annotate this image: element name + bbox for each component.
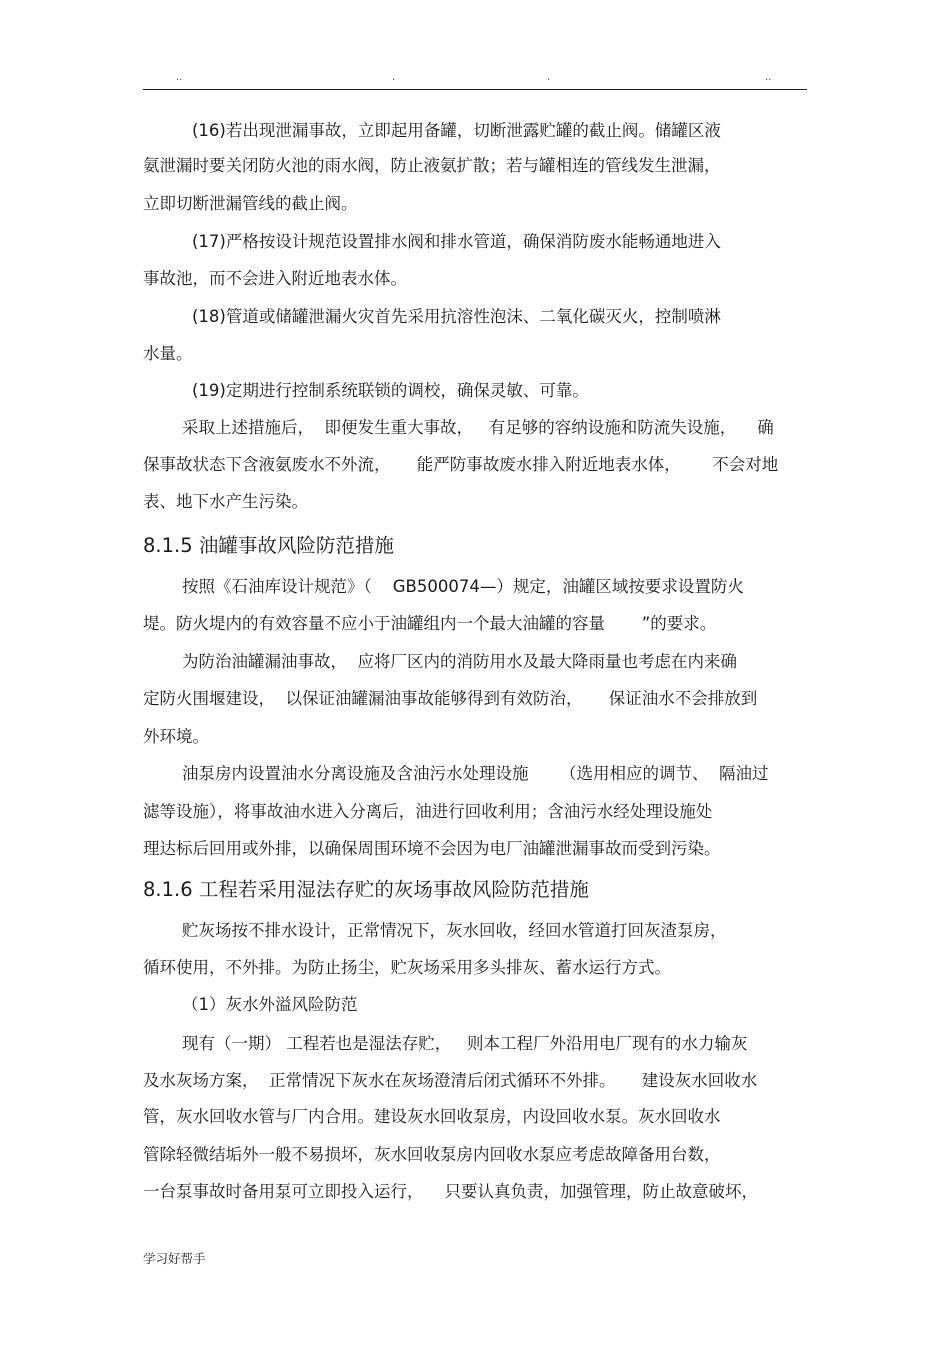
text-line: 一台泵事故时备用泵可立即投入运行， 只要认真负责，加强管理，防止故意破坏， (143, 1182, 758, 1201)
text-line: 油泵房内设置油水分离设施及含油污水处理设施 （选用相应的调节、 隔油过 (182, 764, 769, 783)
text-line: 按照《石油库设计规范》（ GB500074—）规定，油罐区域按要求设置防火 (182, 577, 744, 596)
text-line: (18)管道或储罐泄漏火灾首先采用抗溶性泡沫、二氧化碳灭火，控制喷淋 (192, 307, 721, 326)
text-line: 采取上述措施后， 即便发生重大事故， 有足够的容纳设施和防流失设施， 确 (182, 418, 774, 437)
text-line: 表、地下水产生污染。 (143, 492, 308, 511)
text-line: 水量。 (143, 344, 193, 363)
text-line: 及水灰场方案， 正常情况下灰水在灰场澄清后闭式循环不外排。 建设灰水回收水 (143, 1071, 758, 1090)
text-line: (16)若出现泄漏事故，立即起用备罐，切断泄露贮罐的截止阀。储罐区液 (192, 121, 721, 140)
text-line: 保事故状态下含液氨废水不外流， 能严防事故废水排入附近地表水体， 不会对地 (143, 455, 779, 474)
section-heading: 8.1.6 工程若采用湿法存贮的灰场事故风险防范措施 (143, 878, 589, 901)
text-line: 现有（一期） 工程若也是湿法存贮， 则本工程厂外沿用电厂现有的水力输灰 (182, 1034, 748, 1053)
text-line: 理达标后回用或外排，以确保周围环境不会因为电厂油罐泄漏事故而受到污染。 (143, 839, 721, 858)
text-line: (19)定期进行控制系统联锁的调校，确保灵敏、可靠。 (192, 381, 589, 400)
section-heading: 8.1.5 油罐事故风险防范措施 (143, 534, 394, 557)
text-line: （1）灰水外溢风险防范 (182, 995, 358, 1014)
text-line: 滤等设施），将事故油水进入分离后，油进行回收利用；含油污水经处理设施处 (143, 802, 713, 821)
text-line: 管，灰水回收水管与厂内合用。建设灰水回收泵房，内设回收水泵。灰水回收水 (143, 1107, 721, 1126)
text-line: (17)严格按设计规范设置排水阀和排水管道，确保消防废水能畅通地进入 (192, 232, 721, 251)
header-mark: .. (765, 72, 772, 83)
text-line: 定防火围堰建设， 以保证油罐漏油事故能够得到有效防治， 保证油水不会排放到 (143, 689, 758, 708)
text-line: 贮灰场按不排水设计，正常情况下，灰水回收，经回水管道打回灰渣泵房， (182, 921, 727, 940)
text-line: 事故池，而不会进入附近地表水体。 (143, 269, 407, 288)
header-mark: . (547, 72, 551, 83)
text-line: 管除轻微结垢外一般不易损坏，灰水回收泵房内回收水泵应考虑故障备用台数， (143, 1145, 721, 1164)
header-mark: . (392, 72, 396, 83)
text-line: 循环使用，不外排。为防止扬尘，贮灰场采用多头排灰、蓄水运行方式。 (143, 958, 671, 977)
text-line: 立即切断泄漏管线的截止阀。 (143, 194, 358, 213)
header-rule (143, 89, 807, 90)
text-line: 外环境。 (143, 727, 209, 746)
text-line: 堤。防火堤内的有效容量不应小于油罐组内一个最大油罐的容量 ”的要求。 (143, 614, 717, 633)
text-line: 氨泄漏时要关闭防火池的雨水阀，防止液氨扩散；若与罐相连的管线发生泄漏， (143, 156, 721, 175)
text-line: 为防治油罐漏油事故， 应将厂区内的消防用水及最大降雨量也考虑在内来确 (182, 652, 737, 671)
footer-note: 学习好帮手 (143, 1251, 206, 1266)
header-mark: .. (176, 72, 183, 83)
